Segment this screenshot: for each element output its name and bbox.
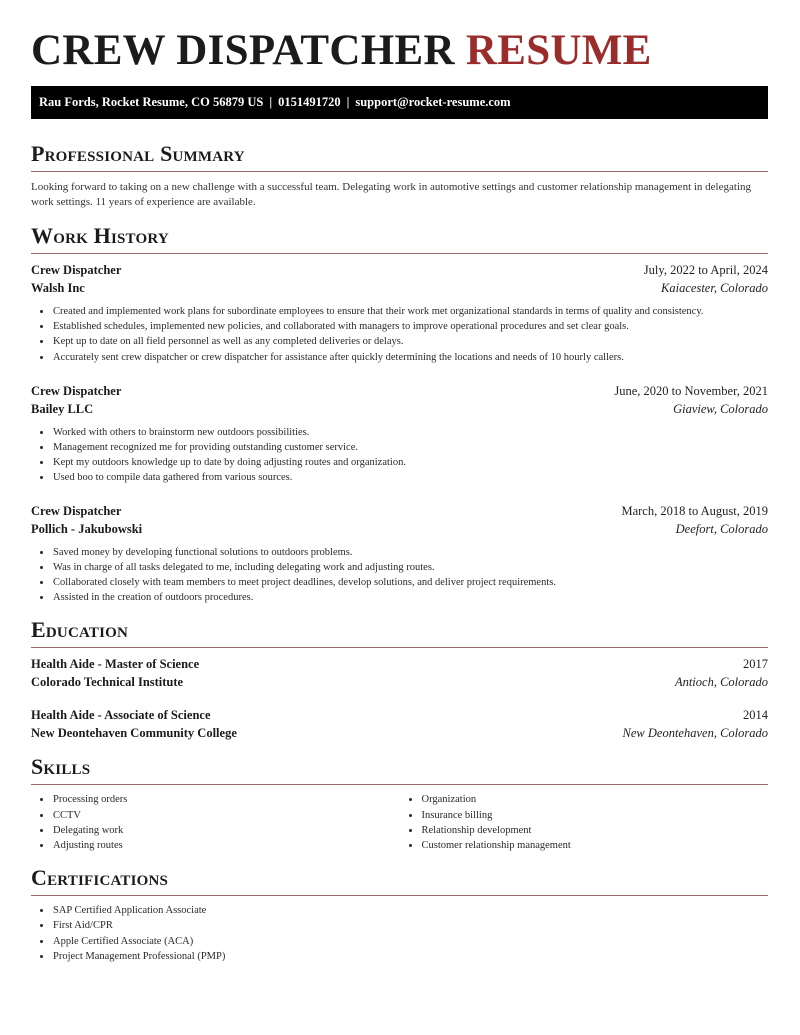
section-title-certifications: Certifications — [31, 865, 169, 891]
skills-columns — [31, 792, 768, 853]
contact-phone: 0151491720 — [278, 95, 341, 109]
skills-section — [31, 755, 768, 853]
list-item: • Saved money by developing functional solutions to outdoors problems. — [52, 545, 768, 560]
certifications-list — [31, 903, 768, 964]
list-item: • Used boo to compile data gathered from various sources. — [52, 470, 768, 485]
contact-email: support@rocket-resume.com — [355, 95, 511, 109]
education-entry — [31, 655, 768, 691]
section-divider — [31, 647, 768, 648]
list-item: • Was in charge of all tasks delegated to me, including delegating work and adjusting routes. — [52, 560, 768, 575]
job-company: Walsh Inc — [31, 281, 85, 295]
job-title: Crew Dispatcher — [31, 383, 122, 398]
list-item: • Management recognized me for providing outstanding customer service. — [52, 440, 768, 455]
list-item: • Insurance billing — [421, 808, 769, 823]
job-title: Crew Dispatcher — [31, 503, 122, 518]
job-location: Giaview, Colorado — [673, 401, 768, 416]
list-item: • Established schedules, implemented new policies, and collaborated with managers to improve operational procedures and set clear goals. — [52, 319, 768, 334]
list-item: • Apple Certified Associate (ACA) — [52, 934, 768, 949]
job-company: Pollich - Jakubowski — [31, 521, 143, 536]
section-divider — [31, 784, 768, 785]
education-entry — [31, 706, 768, 742]
contact-separator: | — [269, 95, 273, 109]
job-location: Deefort, Colorado — [675, 521, 768, 536]
section-divider — [31, 171, 768, 172]
list-item: • Collaborated closely with team members to meet project deadlines, develop solutions, and deliver project requirements. — [52, 575, 768, 590]
section-divider — [31, 895, 768, 896]
contact-separator: | — [346, 95, 350, 109]
list-item: • Accurately sent crew dispatcher or crew dispatcher for assistance after quickly determining the locations and needs of 10 hourly callers. — [52, 350, 768, 365]
list-item: • Project Management Professional (PMP) — [52, 949, 768, 964]
edu-degree: Health Aide - Associate of Science — [31, 708, 211, 723]
job-entry — [31, 261, 768, 365]
resume-page — [31, 0, 768, 964]
list-item: • Customer relationship management — [421, 838, 769, 853]
contact-bar — [31, 86, 768, 119]
edu-year: 2014 — [743, 708, 768, 723]
edu-degree: Health Aide - Master of Science — [31, 657, 200, 672]
skills-list-left — [31, 792, 400, 853]
title-main: CREW DISPATCHER — [31, 27, 455, 74]
list-item: • Relationship development — [421, 823, 769, 838]
edu-location: Antioch, Colorado — [674, 675, 768, 690]
list-item: • CCTV — [52, 808, 400, 823]
work-section — [31, 224, 768, 605]
list-item: • Created and implemented work plans for subordinate employees to ensure that their work met organizational standards in terms of quality and consistency. — [52, 304, 768, 319]
title-accent: RESUME — [465, 27, 652, 74]
summary-text: Looking forward to taking on a new challenge with a successful team. Delegating work in automotive settings and customer relationship management in delegating work settings. 11 years of experience are available. — [31, 181, 751, 208]
job-title: Crew Dispatcher — [31, 263, 122, 277]
skills-list-right — [400, 792, 769, 853]
job-location: Kaiacester, Colorado — [661, 281, 768, 295]
edu-year: 2017 — [743, 657, 768, 672]
job-company: Bailey LLC — [31, 401, 94, 416]
list-item: • Kept my outdoors knowledge up to date by doing adjusting routes and organization. — [52, 455, 768, 470]
job-entry — [31, 502, 768, 606]
job-dates: June, 2020 to November, 2021 — [614, 383, 768, 398]
edu-school: Colorado Technical Institute — [31, 675, 184, 690]
list-item: • Assisted in the creation of outdoors procedures. — [52, 590, 768, 605]
job-bullets — [31, 425, 768, 486]
list-item: • Delegating work — [52, 823, 400, 838]
section-divider — [31, 253, 768, 254]
edu-location: New Deontehaven, Colorado — [622, 726, 768, 741]
edu-school: New Deontehaven Community College — [31, 726, 237, 741]
job-bullets — [31, 545, 768, 606]
section-title-work: Work History — [31, 223, 169, 248]
section-title-education: Education — [31, 617, 129, 643]
list-item: • First Aid/CPR — [52, 918, 768, 933]
section-title-skills: Skills — [31, 754, 91, 780]
list-item: • Processing orders — [52, 792, 400, 807]
job-dates: July, 2022 to April, 2024 — [643, 263, 768, 277]
list-item: • Adjusting routes — [52, 838, 400, 853]
section-title-summary: Professional Summary — [31, 141, 245, 166]
list-item: • Organization — [421, 792, 769, 807]
list-item: • SAP Certified Application Associate — [52, 903, 768, 918]
list-item: • Kept up to date on all field personnel as well as any completed deliveries or delays. — [52, 334, 768, 349]
contact-address: Rau Fords, Rocket Resume, CO 56879 US — [39, 95, 264, 109]
job-entry — [31, 382, 768, 486]
job-bullets — [31, 304, 768, 365]
education-section — [31, 618, 768, 742]
summary-section — [31, 142, 768, 210]
certifications-section — [31, 866, 768, 964]
job-dates: March, 2018 to August, 2019 — [621, 503, 768, 518]
list-item: • Worked with others to brainstorm new outdoors possibilities. — [52, 425, 768, 440]
resume-title — [31, 0, 768, 78]
